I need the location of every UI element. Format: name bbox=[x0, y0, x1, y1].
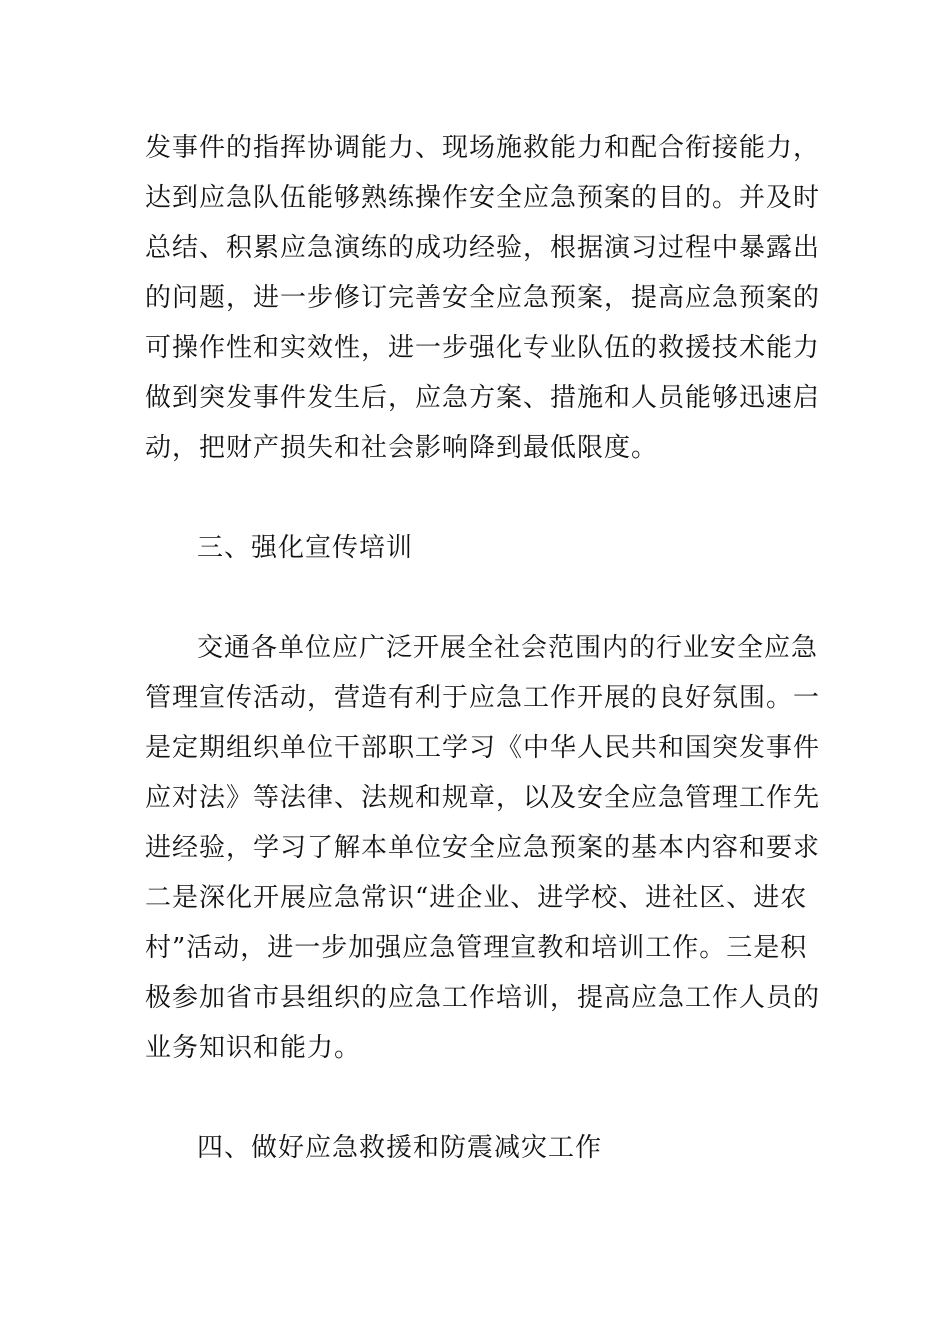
paragraph-line: 管理宣传活动，营造有利于应急工作开展的良好氛围。一 bbox=[145, 683, 821, 713]
paragraph-line: 进经验，学习了解本单位安全应急预案的基本内容和要求 bbox=[145, 833, 821, 863]
paragraph-line: 的问题，进一步修订完善安全应急预案，提高应急预案的 bbox=[145, 283, 821, 313]
heading-text: 三、强化宣传培训 bbox=[197, 533, 414, 563]
section-heading-3 bbox=[145, 523, 815, 573]
paragraph-line: 动，把财产损失和社会影响降到最低限度。 bbox=[145, 433, 659, 463]
paragraph-line: 达到应急队伍能够熟练操作安全应急预案的目的。并及时 bbox=[145, 183, 821, 213]
paragraph-line: 是定期组织单位干部职工学习《中华人民共和国突发事件 bbox=[145, 733, 821, 763]
paragraph-line: 做到突发事件发生后，应急方案、措施和人员能够迅速启 bbox=[145, 383, 821, 413]
paragraph-line: 应对法》等法律、法规和规章，以及安全应急管理工作先 bbox=[145, 783, 821, 813]
heading-text: 四、做好应急救援和防震减灾工作 bbox=[197, 1133, 603, 1163]
paragraph-3 bbox=[145, 623, 821, 1073]
paragraph-continued bbox=[145, 123, 821, 473]
paragraph-line: 业务知识和能力。 bbox=[145, 1033, 362, 1063]
section-heading-4 bbox=[145, 1123, 815, 1173]
paragraph-line: 发事件的指挥协调能力、现场施救能力和配合衔接能力， bbox=[145, 133, 821, 163]
paragraph-line: 极参加省市县组织的应急工作培训，提高应急工作人员的 bbox=[145, 983, 821, 1013]
paragraph-line: 交通各单位应广泛开展全社会范围内的行业安全应急 bbox=[197, 633, 819, 663]
paragraph-line: 可操作性和实效性，进一步强化专业队伍的救援技术能力 bbox=[145, 333, 821, 363]
paragraph-line: 二是深化开展应急常识“进企业、进学校、进社区、进农 bbox=[145, 883, 808, 913]
paragraph-line: 村”活动，进一步加强应急管理宣教和培训工作。三是积 bbox=[145, 933, 808, 963]
paragraph-line: 总结、积累应急演练的成功经验，根据演习过程中暴露出 bbox=[145, 233, 821, 263]
